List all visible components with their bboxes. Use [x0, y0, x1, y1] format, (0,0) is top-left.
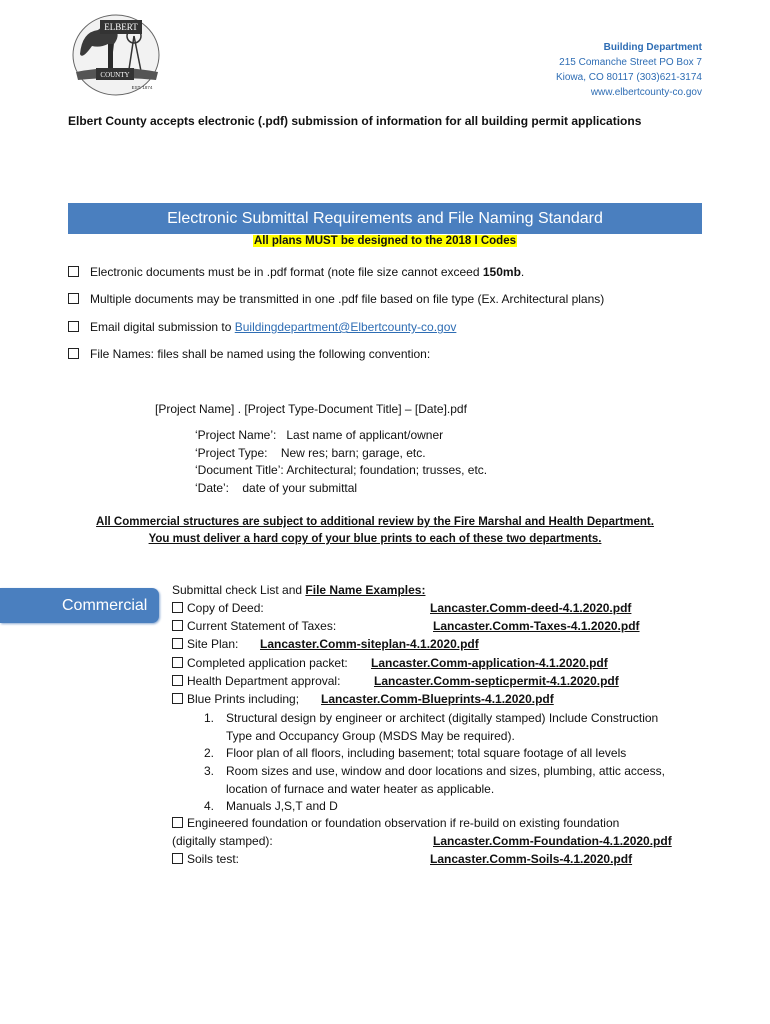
- department-name: Building Department: [603, 42, 702, 53]
- item-text: Manuals J,S,T and D: [226, 799, 338, 813]
- logo-bottom-text: COUNTY: [100, 71, 130, 79]
- banner-title: Electronic Submittal Requirements and File Naming Standard: [167, 210, 603, 227]
- commercial-tab: Commercial: [0, 588, 159, 623]
- logo-est-text: EST. 1874: [131, 85, 153, 90]
- item-text-cont: location of furnace and water heater as applicable.: [226, 781, 495, 796]
- checklist-item-application: [172, 656, 348, 670]
- requirement-text-end: .: [520, 265, 525, 279]
- filename-soils: Lancaster.Comm-Soils-4.1.2020.pdf: [430, 852, 633, 866]
- blueprint-item-2: [204, 745, 704, 763]
- checkbox[interactable]: [172, 620, 183, 631]
- blueprint-item-3: [204, 763, 704, 798]
- item-label: Engineered foundation or foundation observation if re-build on existing foundation: [187, 816, 620, 830]
- item-number: 1.: [204, 711, 215, 725]
- checklist-header-text: Submittal check List and: [172, 583, 306, 597]
- item-label: Copy of Deed:: [187, 601, 264, 615]
- filename-application: Lancaster.Comm-application-4.1.2020.pdf: [371, 656, 608, 670]
- requirement-text: Multiple documents may be transmitted in one .pdf file based on file type (Ex. Architectural plans): [90, 292, 605, 306]
- checkbox[interactable]: [172, 602, 183, 613]
- requirement-text: Email digital submission to: [90, 320, 235, 334]
- department-info: [556, 40, 702, 100]
- checklist-item-blueprints: [172, 692, 299, 706]
- definition-project-name: ‘Project Name’: Last name of applicant/owner: [195, 428, 444, 442]
- checkbox[interactable]: [172, 638, 183, 649]
- item-number: 2.: [204, 746, 215, 760]
- definition-date: ‘Date’: date of your submittal: [195, 480, 358, 495]
- item-label: Site Plan:: [187, 637, 239, 651]
- code-notice: [0, 235, 770, 247]
- item-label: Current Statement of Taxes:: [187, 619, 337, 633]
- checkbox[interactable]: [68, 266, 79, 277]
- item-text: Room sizes and use, window and door locations and sizes, plumbing, attic access,: [226, 764, 665, 778]
- filename-blueprints: Lancaster.Comm-Blueprints-4.1.2020.pdf: [321, 692, 554, 706]
- commercial-notice-line2: You must deliver a hard copy of your blue prints to each of these two departments.: [148, 533, 602, 545]
- checklist-item-taxes: [172, 619, 336, 633]
- checklist-item-site-plan: [172, 637, 238, 651]
- checklist-item-health: [172, 674, 340, 688]
- checkbox[interactable]: [172, 693, 183, 704]
- item-label: Completed application packet:: [187, 656, 348, 670]
- checkbox[interactable]: [172, 817, 183, 828]
- checkbox[interactable]: [68, 321, 79, 332]
- requirement-multiple-docs: [68, 292, 604, 306]
- item-label: Soils test:: [187, 852, 240, 866]
- blueprint-item-4: [204, 798, 704, 816]
- checkbox[interactable]: [68, 348, 79, 359]
- checklist-item-deed: [172, 601, 264, 615]
- intro-statement: Elbert County accepts electronic (.pdf) submission of information for all building permit applications: [68, 114, 642, 128]
- department-address-line1: 215 Comanche Street PO Box 7: [559, 57, 702, 68]
- item-number: 3.: [204, 764, 215, 778]
- commercial-notice-line1: All Commercial structures are subject to additional review by the Fire Marshal and Health Department.: [96, 516, 654, 528]
- foundation-line2: (digitally stamped):: [172, 834, 273, 848]
- checklist-item-soils: [172, 852, 239, 866]
- filename-taxes: Lancaster.Comm-Taxes-4.1.2020.pdf: [433, 619, 640, 633]
- item-label: Blue Prints including;: [187, 692, 300, 706]
- checkbox[interactable]: [68, 293, 79, 304]
- item-text-cont: Type and Occupancy Group (MSDS May be required).: [226, 728, 515, 743]
- requirement-text: File Names: files shall be named using the following convention:: [90, 347, 431, 361]
- naming-definitions: [195, 427, 487, 497]
- requirement-size-limit: 150mb: [482, 265, 521, 279]
- requirement-file-names: [68, 347, 430, 361]
- definition-document-title: ‘Document Title’: Architectural; foundation; trusses, etc.: [195, 463, 488, 477]
- item-text: Structural design by engineer or architect (digitally stamped) Include Construction: [226, 711, 659, 725]
- item-text: Floor plan of all floors, including basement; total square footage of all levels: [226, 746, 627, 760]
- filename-site-plan: Lancaster.Comm-siteplan-4.1.2020.pdf: [260, 637, 479, 651]
- checklist-header-bold: File Name Examples:: [305, 583, 426, 597]
- checklist-item-foundation: [172, 816, 619, 830]
- section-banner: [68, 203, 702, 234]
- checkbox[interactable]: [172, 657, 183, 668]
- definition-project-type: ‘Project Type: New res; barn; garage, etc.: [195, 445, 426, 460]
- requirement-text: Electronic documents must be in .pdf format (note file size cannot exceed: [90, 265, 483, 279]
- naming-pattern: [Project Name] . [Project Type-Document Title] – [Date].pdf: [155, 402, 467, 416]
- requirement-pdf-format: [68, 265, 524, 279]
- checkbox[interactable]: [172, 853, 183, 864]
- department-website[interactable]: www.elbertcounty-co.gov: [590, 87, 702, 98]
- filename-health: Lancaster.Comm-septicpermit-4.1.2020.pdf: [374, 674, 619, 688]
- item-number: 4.: [204, 799, 215, 813]
- item-label: Health Department approval:: [187, 674, 341, 688]
- filename-foundation: Lancaster.Comm-Foundation-4.1.2020.pdf: [433, 834, 672, 848]
- checklist-header: [172, 583, 425, 597]
- email-link[interactable]: Buildingdepartment@Elbertcounty-co.gov: [234, 320, 457, 334]
- county-logo: [72, 14, 160, 96]
- department-address-line2: Kiowa, CO 80117 (303)621-3174: [555, 72, 702, 83]
- code-notice-text: All plans MUST be designed to the 2018 I Codes: [254, 235, 516, 247]
- requirement-email: [68, 320, 456, 334]
- logo-top-text: ELBERT: [104, 22, 138, 32]
- checkbox[interactable]: [172, 675, 183, 686]
- filename-deed: Lancaster.Comm-deed-4.1.2020.pdf: [430, 601, 632, 615]
- blueprint-item-1: [204, 710, 704, 745]
